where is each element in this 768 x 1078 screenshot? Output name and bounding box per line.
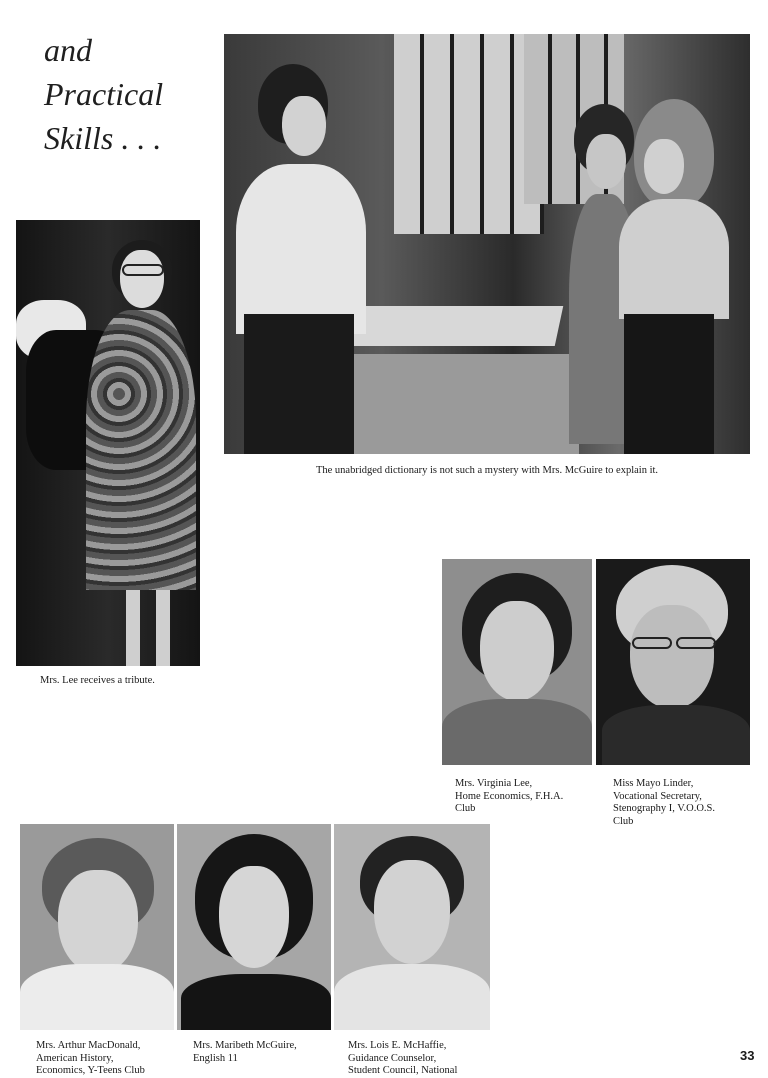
page-number: 33 xyxy=(740,1048,755,1063)
caption-line: Vocational Secretary, xyxy=(613,790,702,802)
caption-virginia-lee xyxy=(455,778,595,816)
caption-line: Home Economics, F.H.A. xyxy=(455,790,564,802)
caption-line: English 11 xyxy=(193,1052,238,1064)
tribute-photo xyxy=(16,220,200,666)
caption-line: Club xyxy=(613,815,634,827)
caption-mayo-linder xyxy=(613,778,763,828)
portrait-mayo-linder xyxy=(596,559,750,765)
caption-line: Miss Mayo Linder, xyxy=(613,778,694,789)
caption-line: Mrs. Lois E. McHaffie, xyxy=(348,1040,447,1051)
caption-lois-mchaffie xyxy=(348,1040,498,1078)
caption-line: Guidance Counselor, xyxy=(348,1052,437,1064)
portrait-virginia-lee xyxy=(442,559,592,765)
caption-line: Club xyxy=(455,803,476,814)
caption-line: Student Council, National xyxy=(348,1065,458,1076)
dictionary-photo-caption: The unabridged dictionary is not such a mystery with Mrs. McGuire to explain it. xyxy=(315,465,659,476)
caption-arthur-macdonald xyxy=(36,1040,186,1078)
caption-line: Mrs. Arthur MacDonald, xyxy=(36,1040,141,1051)
heading-line: and xyxy=(44,32,92,68)
portrait-lois-mchaffie xyxy=(334,824,490,1030)
page-heading xyxy=(44,28,214,160)
caption-maribeth-mcguire xyxy=(193,1040,343,1065)
heading-line: Practical xyxy=(44,76,164,112)
caption-line: Mrs. Maribeth McGuire, xyxy=(193,1040,297,1051)
dictionary-photo xyxy=(224,34,750,454)
caption-line: Economics, Y-Teens Club xyxy=(36,1065,145,1076)
heading-line: Skills . . . xyxy=(44,120,162,156)
caption-line: Mrs. Virginia Lee, xyxy=(455,778,533,789)
caption-line: Stenography I, V.O.O.S. xyxy=(613,803,715,814)
portrait-maribeth-mcguire xyxy=(177,824,331,1030)
caption-line: American History, xyxy=(36,1052,114,1064)
portrait-arthur-macdonald xyxy=(20,824,174,1030)
tribute-photo-caption: Mrs. Lee receives a tribute. xyxy=(40,675,155,686)
